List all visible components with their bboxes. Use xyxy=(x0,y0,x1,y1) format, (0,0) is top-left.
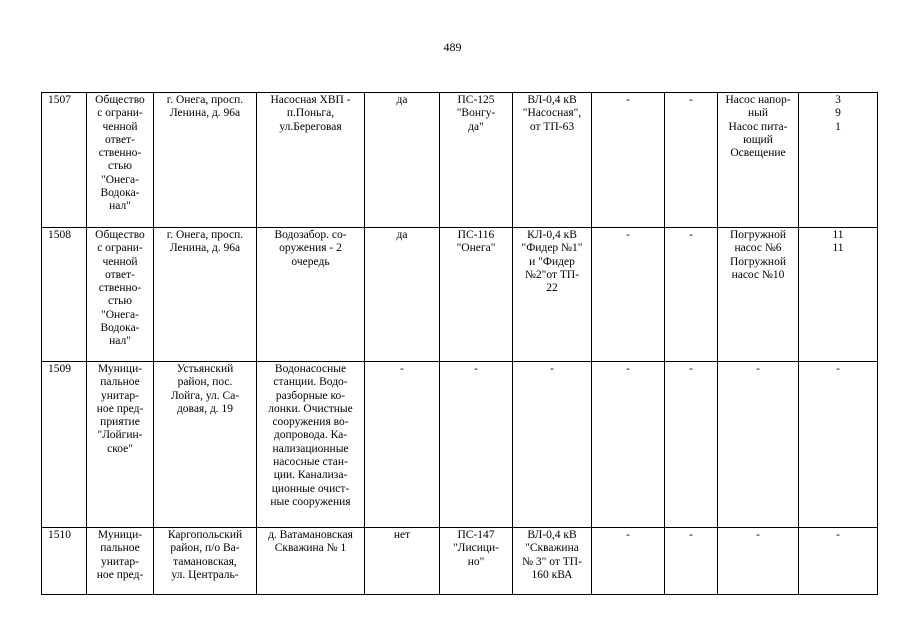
cell-line: Водока- xyxy=(100,322,140,335)
cell-line: Лойга, ул. Са- xyxy=(170,389,240,402)
cell-line: 9 xyxy=(835,107,841,120)
row-number-cell: 1510 xyxy=(42,528,87,595)
column-9-cell xyxy=(665,228,718,362)
cell-line: да" xyxy=(468,120,484,133)
cell-line: Водонасосные xyxy=(274,363,347,375)
table-body xyxy=(42,93,878,595)
cell-line: КЛ-0,4 кВ xyxy=(527,229,577,241)
cell-line: - xyxy=(756,529,760,541)
cell-line: ул. Централь- xyxy=(171,568,239,581)
cell-line: Муници- xyxy=(97,363,143,375)
cell-line: - xyxy=(836,363,840,375)
cell-line: очередь xyxy=(291,255,330,268)
cell-line: - xyxy=(626,94,630,106)
cell-line: - xyxy=(689,363,693,375)
cell-line: "Насосная", xyxy=(522,107,582,120)
cell-line: "Вонгу- xyxy=(456,107,496,120)
cell-line: Насосная ХВП - xyxy=(270,94,351,106)
cell-line: "Скважина xyxy=(525,542,579,555)
status-cell xyxy=(365,362,440,528)
cell-line: допровода. Ка- xyxy=(273,429,348,442)
cell-line: Ленина, д. 96а xyxy=(169,107,241,120)
substation-cell xyxy=(440,93,513,228)
address-cell xyxy=(154,528,257,595)
equipment-cell xyxy=(718,528,799,595)
cell-line: Муници- xyxy=(97,529,143,541)
address-cell xyxy=(154,228,257,362)
cell-line: ВЛ-0,4 кВ xyxy=(527,94,577,106)
cell-line: Освещение xyxy=(730,147,786,160)
column-8-cell xyxy=(592,362,665,528)
substation-cell xyxy=(440,362,513,528)
cell-line: ционные очист- xyxy=(271,482,350,495)
cell-line: лонки. Очистные xyxy=(268,402,353,415)
cell-line: нализационные xyxy=(272,442,349,455)
row-number-cell: 1509 xyxy=(42,362,87,528)
cell-line: ции. Канализа- xyxy=(273,469,348,482)
cell-line: 160 кВА xyxy=(531,568,573,581)
equipment-cell xyxy=(718,93,799,228)
power-line-cell xyxy=(513,528,592,595)
cell-line: ответ- xyxy=(105,268,135,281)
column-8-cell xyxy=(592,93,665,228)
column-9-cell xyxy=(665,362,718,528)
cell-line: Погружной xyxy=(730,255,786,268)
cell-line: Общество xyxy=(95,229,145,241)
cell-line: район, п/о Ва- xyxy=(170,542,240,555)
cell-line: д. Ватамановская xyxy=(268,529,353,541)
cell-line: - xyxy=(550,363,554,375)
cell-line: насос №10 xyxy=(731,268,785,281)
cell-line: №2"от ТП- xyxy=(524,268,580,281)
page-number: 489 xyxy=(443,40,462,54)
cell-line: г. Онега, просп. xyxy=(166,229,244,241)
cell-line: нет xyxy=(393,529,411,541)
cell-line: ПС-116 xyxy=(457,229,495,241)
organization-cell xyxy=(87,528,154,595)
object-cell xyxy=(257,228,365,362)
cell-line: ул.Береговая xyxy=(279,120,342,133)
cell-line: "Фидер №1" xyxy=(521,242,583,255)
cell-line: но" xyxy=(467,555,485,568)
cell-line: разборные ко- xyxy=(275,389,346,402)
cell-line: г. Онега, просп. xyxy=(166,94,244,106)
substation-cell xyxy=(440,228,513,362)
cell-line: "Лисици- xyxy=(452,542,500,555)
cell-line: ПС-125 xyxy=(457,94,495,106)
column-9-cell xyxy=(665,93,718,228)
cell-line: 22 xyxy=(546,282,558,295)
cell-line: насос №6 xyxy=(734,242,782,255)
cell-line: "Лойгин- xyxy=(97,429,143,442)
table-row xyxy=(42,93,878,228)
cell-line: унитар- xyxy=(101,555,139,568)
cell-line: ные сооружения xyxy=(270,495,351,508)
values-cell xyxy=(799,93,878,228)
column-8-cell xyxy=(592,528,665,595)
cell-line: ответ- xyxy=(105,133,135,146)
status-cell xyxy=(365,93,440,228)
equipment-cell xyxy=(718,228,799,362)
substation-cell xyxy=(440,528,513,595)
column-8-cell xyxy=(592,228,665,362)
cell-line: - xyxy=(689,94,693,106)
cell-line: стью xyxy=(108,160,132,173)
cell-line: Насос напор- xyxy=(725,94,791,106)
cell-line: ное пред- xyxy=(96,402,144,415)
table-row xyxy=(42,228,878,362)
cell-line: ченной xyxy=(102,255,138,268)
table-row xyxy=(42,362,878,528)
values-cell xyxy=(799,228,878,362)
cell-line: нал" xyxy=(109,200,131,213)
cell-line: Погружной xyxy=(730,229,786,241)
cell-line: Ленина, д. 96а xyxy=(169,242,241,255)
cell-line: с ограни- xyxy=(97,242,143,255)
cell-line: - xyxy=(400,363,404,375)
power-line-cell xyxy=(513,93,592,228)
cell-line: ственно- xyxy=(98,147,142,160)
cell-line: Скважина № 1 xyxy=(274,542,347,555)
cell-line: "Онега" xyxy=(456,242,496,255)
cell-line: сооружения во- xyxy=(272,416,349,429)
cell-line: ченной xyxy=(102,120,138,133)
equipment-cell xyxy=(718,362,799,528)
cell-line: ВЛ-0,4 кВ xyxy=(527,529,577,541)
cell-line: пальное xyxy=(100,376,140,389)
cell-line: - xyxy=(474,363,478,375)
cell-line: тамановская, xyxy=(173,555,237,568)
cell-line: - xyxy=(836,529,840,541)
cell-line: - xyxy=(626,363,630,375)
cell-line: "Онега- xyxy=(101,308,139,321)
column-9-cell xyxy=(665,528,718,595)
cell-line: насосные стан- xyxy=(273,456,348,469)
object-cell xyxy=(257,93,365,228)
table-row xyxy=(42,528,878,595)
organization-cell xyxy=(87,93,154,228)
organization-cell xyxy=(87,362,154,528)
cell-line: пальное xyxy=(100,542,140,555)
cell-line: Насос пита- xyxy=(728,120,788,133)
cell-line: 3 xyxy=(835,94,841,106)
object-cell xyxy=(257,528,365,595)
cell-line: с ограни- xyxy=(97,107,143,120)
cell-line: Водока- xyxy=(100,187,140,200)
cell-line: п.Поньга, xyxy=(286,107,335,120)
row-number-cell: 1507 xyxy=(42,93,87,228)
power-line-cell xyxy=(513,362,592,528)
cell-line: унитар- xyxy=(101,389,139,402)
cell-line: ный xyxy=(747,107,769,120)
cell-line: 11 xyxy=(832,229,844,241)
cell-line: ское" xyxy=(107,442,133,455)
status-cell xyxy=(365,528,440,595)
cell-line: Водозабор. со- xyxy=(274,229,347,241)
cell-line: - xyxy=(689,529,693,541)
cell-line: № 3" от ТП- xyxy=(522,555,582,568)
cell-line: Устьянский xyxy=(176,363,234,375)
cell-line: "Онега- xyxy=(101,173,139,186)
organization-cell xyxy=(87,228,154,362)
cell-line: - xyxy=(756,363,760,375)
cell-line: стью xyxy=(108,295,132,308)
cell-line: Каргопольский xyxy=(167,529,243,541)
cell-line: ющий xyxy=(743,133,773,146)
cell-line: ПС-147 xyxy=(457,529,495,541)
cell-line: ственно- xyxy=(98,282,142,295)
cell-line: и "Фидер xyxy=(529,255,575,268)
cell-line: 1 xyxy=(835,120,841,133)
values-cell xyxy=(799,528,878,595)
address-cell xyxy=(154,93,257,228)
cell-line: от ТП-63 xyxy=(529,120,575,133)
cell-line: - xyxy=(626,529,630,541)
object-cell xyxy=(257,362,365,528)
values-cell xyxy=(799,362,878,528)
row-number-cell: 1508 xyxy=(42,228,87,362)
cell-line: да xyxy=(396,229,408,241)
cell-line: да xyxy=(396,94,408,106)
cell-line: оружения - 2 xyxy=(279,242,342,255)
address-cell xyxy=(154,362,257,528)
cell-line: приятие xyxy=(100,416,140,429)
power-line-cell xyxy=(513,228,592,362)
cell-line: - xyxy=(689,229,693,241)
cell-line: довая, д. 19 xyxy=(176,402,234,415)
data-table xyxy=(41,92,878,595)
cell-line: нал" xyxy=(109,335,131,348)
cell-line: 11 xyxy=(832,242,844,255)
cell-line: район, пос. xyxy=(177,376,233,389)
cell-line: Общество xyxy=(95,94,145,106)
cell-line: станции. Водо- xyxy=(273,376,348,389)
status-cell xyxy=(365,228,440,362)
cell-line: ное пред- xyxy=(96,568,144,581)
cell-line: - xyxy=(626,229,630,241)
